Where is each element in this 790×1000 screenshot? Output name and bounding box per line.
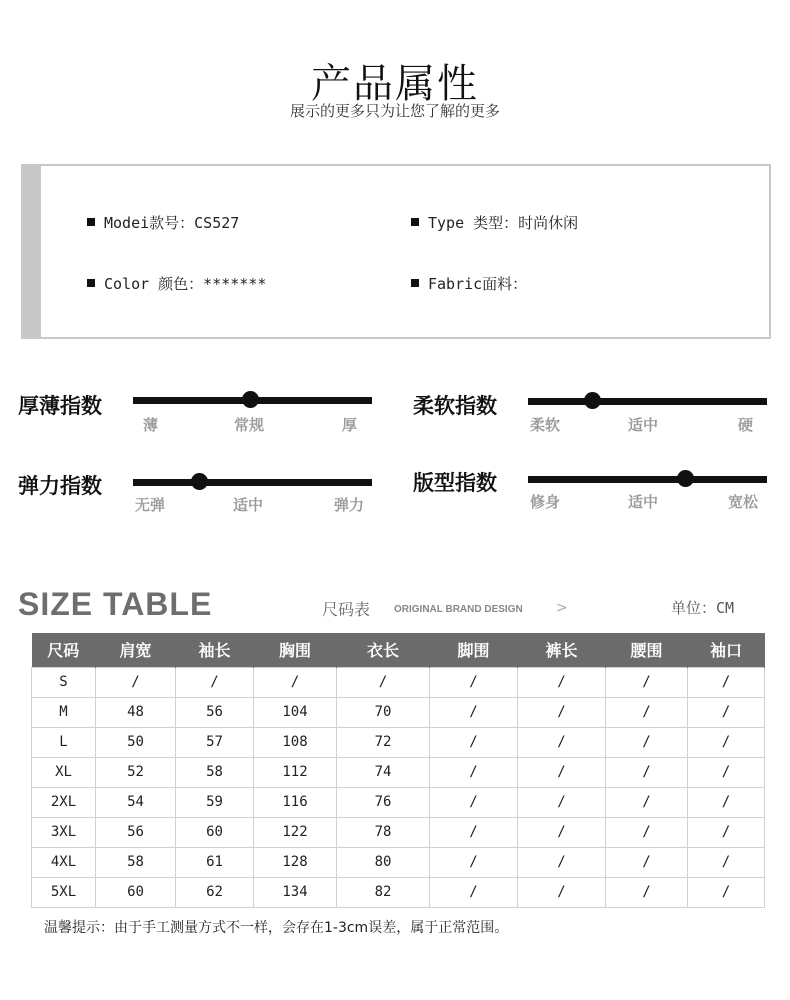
table-row [32,877,765,907]
size-value-cell: 72 [337,727,430,757]
size-value-cell: / [606,847,688,877]
attr-type [411,212,578,233]
index-softness-tick-mid: 适中 [628,416,659,434]
size-value-cell: / [518,667,606,697]
size-value-cell: 56 [96,817,176,847]
attr-color [87,273,266,294]
size-value-cell: / [518,847,606,877]
index-fit-tick-low: 修身 [530,493,561,511]
size-value-cell: / [688,727,765,757]
index-thickness-tick-high: 厚 [342,416,358,434]
size-value-cell: / [688,787,765,817]
attribute-panel-accent [23,166,41,337]
size-value-cell: 48 [96,697,176,727]
size-value-cell: 61 [176,847,254,877]
size-value-cell: / [430,727,518,757]
size-value-cell: / [430,877,518,907]
index-softness-tick-high: 硬 [738,416,754,434]
index-softness-label: 柔软指数 [413,394,497,418]
size-label-cell: M [32,697,96,727]
size-value-cell: / [430,847,518,877]
size-value-cell: 58 [176,757,254,787]
size-value-cell: / [606,817,688,847]
size-table-brand: ORIGINAL BRAND DESIGN [394,604,523,615]
size-value-cell: / [96,667,176,697]
size-label-cell: 3XL [32,817,96,847]
table-row [32,847,765,877]
size-value-cell: / [688,847,765,877]
attr-type-text: Type 类型：时尚休闲 [428,214,579,232]
size-value-cell: 70 [337,697,430,727]
size-value-cell: 78 [337,817,430,847]
index-softness-tick-low: 柔软 [530,416,561,434]
size-label-cell: L [32,727,96,757]
size-table-header-cell: 尺码 [32,633,96,667]
index-elasticity-track [133,479,372,486]
size-label-cell: S [32,667,96,697]
size-value-cell: 50 [96,727,176,757]
size-value-cell: / [518,787,606,817]
size-value-cell: / [430,757,518,787]
index-elasticity-tick-high: 弹力 [334,496,365,514]
index-fit-label: 版型指数 [413,471,497,495]
size-table-header-cell: 袖长 [176,633,254,667]
bullet-square-icon [411,279,419,287]
size-value-cell: / [430,787,518,817]
size-table-header-row [32,633,765,667]
size-value-cell: 59 [176,787,254,817]
size-value-cell: / [518,817,606,847]
size-value-cell: 128 [254,847,337,877]
size-value-cell: 116 [254,787,337,817]
attr-model-text: Modei款号：CS527 [104,214,240,232]
size-value-cell: 62 [176,877,254,907]
table-row [32,757,765,787]
size-value-cell: 108 [254,727,337,757]
size-value-cell: 82 [337,877,430,907]
index-fit-tick-high: 宽松 [728,493,759,511]
index-thickness-tick-mid: 常规 [234,416,265,434]
size-value-cell: / [606,877,688,907]
size-value-cell: / [518,727,606,757]
size-value-cell: / [518,877,606,907]
index-elasticity-marker [191,473,208,490]
size-value-cell: / [430,817,518,847]
size-value-cell: / [337,667,430,697]
size-table-unit: 单位：CM [671,599,735,617]
index-fit-track [528,476,767,483]
page-title: 产品属性 [311,61,479,107]
size-value-cell: 58 [96,847,176,877]
attr-model [87,212,239,233]
index-elasticity-tick-low: 无弹 [135,496,166,514]
size-label-cell: 4XL [32,847,96,877]
size-value-cell: / [176,667,254,697]
size-value-cell: 57 [176,727,254,757]
size-value-cell: / [606,697,688,727]
size-value-cell: / [518,697,606,727]
size-table-header-cell: 腰围 [606,633,688,667]
size-table-header-cell: 袖口 [688,633,765,667]
table-row [32,667,765,697]
bullet-square-icon [411,218,419,226]
size-table [31,633,765,908]
size-value-cell: 122 [254,817,337,847]
table-row [32,727,765,757]
size-table-title: SIZE TABLE [18,586,213,622]
index-fit-tick-mid: 适中 [628,493,659,511]
size-value-cell: 60 [96,877,176,907]
index-thickness-label: 厚薄指数 [18,394,102,418]
index-thickness-marker [242,391,259,408]
size-table-header-cell: 裤长 [518,633,606,667]
size-value-cell: / [606,787,688,817]
attr-color-text: Color 颜色：******* [104,275,267,293]
size-value-cell: / [430,697,518,727]
attr-fabric-text: Fabric面料： [428,275,528,293]
size-value-cell: 134 [254,877,337,907]
index-elasticity-tick-mid: 适中 [233,496,264,514]
table-row [32,817,765,847]
bullet-square-icon [87,218,95,226]
size-value-cell: / [688,757,765,787]
bullet-square-icon [87,279,95,287]
size-table-header-cell: 胸围 [254,633,337,667]
index-softness-track [528,398,767,405]
size-value-cell: / [688,877,765,907]
size-value-cell: 112 [254,757,337,787]
size-label-cell: XL [32,757,96,787]
index-softness-marker [584,392,601,409]
size-table-title-cn: 尺码表 [322,600,371,619]
size-label-cell: 5XL [32,877,96,907]
index-elasticity-label: 弹力指数 [18,474,102,498]
size-table-header-cell: 衣长 [337,633,430,667]
size-value-cell: 56 [176,697,254,727]
size-value-cell: / [606,757,688,787]
size-value-cell: 76 [337,787,430,817]
measurement-note: 温馨提示：由于手工测量方式不一样，会存在1-3cm误差，属于正常范围。 [44,920,509,936]
attr-fabric [411,273,527,294]
size-value-cell: / [606,727,688,757]
attribute-panel [21,164,771,339]
size-value-cell: / [688,817,765,847]
size-value-cell: / [606,667,688,697]
size-value-cell: / [518,757,606,787]
size-value-cell: 60 [176,817,254,847]
table-row [32,697,765,727]
size-value-cell: / [254,667,337,697]
size-value-cell: / [688,667,765,697]
size-value-cell: 54 [96,787,176,817]
index-fit-marker [677,470,694,487]
chevron-right-icon: > [556,600,568,616]
size-value-cell: / [430,667,518,697]
page-subtitle: 展示的更多只为让您了解的更多 [289,102,500,120]
size-value-cell: 104 [254,697,337,727]
size-value-cell: 52 [96,757,176,787]
size-table-header-cell: 肩宽 [96,633,176,667]
size-value-cell: 80 [337,847,430,877]
index-thickness-tick-low: 薄 [143,416,159,434]
size-value-cell: / [688,697,765,727]
size-value-cell: 74 [337,757,430,787]
size-label-cell: 2XL [32,787,96,817]
table-row [32,787,765,817]
size-table-header-cell: 脚围 [430,633,518,667]
